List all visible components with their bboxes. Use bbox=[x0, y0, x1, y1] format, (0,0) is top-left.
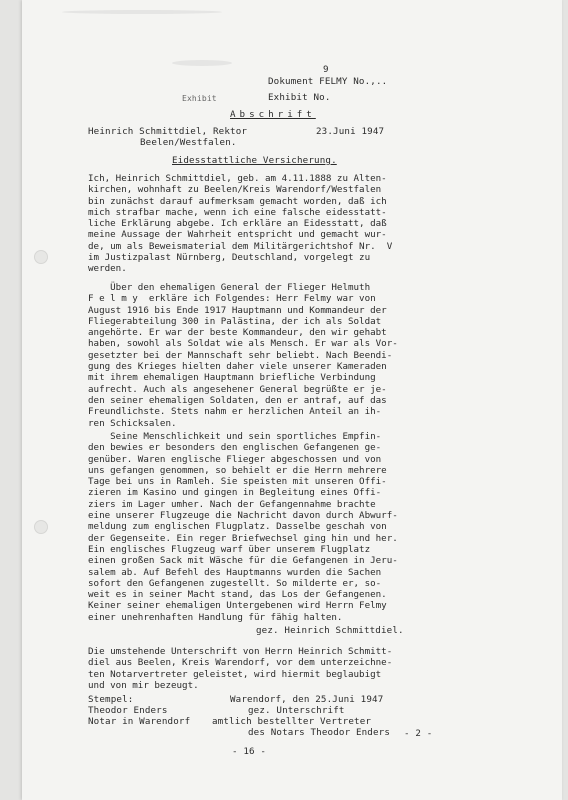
text-line: ren Schicksalen. bbox=[88, 417, 177, 429]
text-line: meldung zum englischen Flugplatz. Dasselbe geschah von bbox=[88, 521, 387, 533]
dokument-label: Dokument FELMY No.,.. bbox=[268, 76, 388, 87]
text-line: sofort den Gefangenen zugestellt. So milderte er, so- bbox=[88, 577, 382, 589]
text-line: Über den ehemaligen General der Flieger Helmuth bbox=[88, 282, 371, 293]
text-line: genüber. Waren englische Flieger abgeschossen und von bbox=[88, 453, 382, 465]
des-notars-line: des Notars Theodor Enders bbox=[248, 727, 391, 738]
page-marker: - 2 - bbox=[404, 728, 433, 739]
text-line: Ich, Heinrich Schmittdiel, geb. am 4.11.1888 zu Alten- bbox=[88, 173, 387, 184]
text-line: uns gefangen genommen, so behielt er die Herrn mehrere bbox=[88, 464, 387, 476]
text-line: kirchen, wohnhaft zu Beelen/Kreis Warendorf/Westfalen bbox=[88, 184, 382, 196]
text-line: mit ihrem ehemaligen Hauptmann briefliche Verbindung bbox=[88, 372, 376, 384]
exhibit-label: Exhibit No. bbox=[268, 92, 331, 103]
paragraph-1 bbox=[88, 173, 448, 275]
text-line: diel aus Beelen, Kreis Warendorf, vor dem unterzeichne- bbox=[88, 657, 393, 669]
text-line: werden. bbox=[88, 263, 127, 275]
text-line: Die umstehende Unterschrift von Herrn Heinrich Schmitt- bbox=[88, 646, 393, 657]
paragraph-3 bbox=[88, 431, 448, 623]
scan-smudge bbox=[172, 60, 232, 66]
text-line: eine unserer Flugzeuge die Nachricht davon durch Abwurf- bbox=[88, 510, 398, 522]
notary-name: Theodor Enders bbox=[88, 705, 168, 716]
text-line: und von mir bezeugt. bbox=[88, 679, 199, 691]
text-line: bin zunächst darauf aufmerksam gemacht worden, daß ich bbox=[88, 195, 387, 207]
stempel-label: Stempel: bbox=[88, 694, 134, 705]
text-line: haben, sowohl als Soldat wie als Mensch. Er war als Vor- bbox=[88, 338, 398, 350]
text-line: der Gegenseite. Ein reger Briefwechsel ging hin und her. bbox=[88, 532, 398, 544]
text-line: den seiner ehemaligen Soldaten, den er antraf, auf das bbox=[88, 394, 387, 406]
page-number: - 16 - bbox=[232, 746, 267, 757]
punch-hole bbox=[34, 520, 48, 534]
scan-smudge bbox=[62, 10, 222, 14]
text-line: Fliegerabteilung 300 in Palästina, der ich als Soldat bbox=[88, 315, 382, 327]
text-line: F e l m y erkläre ich Folgendes: Herr Felmy war von bbox=[88, 293, 376, 305]
author-location: Beelen/Westfalen. bbox=[140, 137, 237, 148]
paragraph-2 bbox=[88, 282, 448, 429]
abschrift-heading: Abschrift bbox=[230, 109, 316, 120]
author-date: 23.Juni 1947 bbox=[316, 126, 385, 137]
text-line: gung des Krieges hielten daher viele unserer Kameraden bbox=[88, 361, 387, 373]
place-date: Warendorf, den 25.Juni 1947 bbox=[230, 694, 384, 705]
text-line: gesetzter bei der Mannschaft sehr beliebt. Nach Beendi- bbox=[88, 349, 393, 361]
text-line: Keiner seiner ehemaligen Untergebenen wird Herrn Felmy bbox=[88, 600, 387, 612]
notary-paragraph bbox=[88, 646, 448, 691]
exhibit-left: Exhibit bbox=[182, 94, 217, 103]
signature: gez. Heinrich Schmittdiel. bbox=[256, 625, 404, 636]
text-line: angehörte. Er war der beste Kommandeur, den wir gehabt bbox=[88, 327, 387, 339]
text-line: den bewies er besonders den englischen Gefangenen ge- bbox=[88, 442, 382, 454]
text-line: weit es in seiner Macht stand, das Los der Gefangenen. bbox=[88, 589, 387, 601]
text-line: einer unehrenhaften Handlung für fähig halten. bbox=[88, 611, 343, 623]
text-line: mich strafbar mache, wenn ich eine falsche eidesstatt- bbox=[88, 206, 387, 218]
text-line: liche Erklärung abgebe. Ich erkläre an Eidesstatt, daß bbox=[88, 218, 387, 230]
text-line: salem ab. Auf Befehl des Hauptmanns wurden die Sachen bbox=[88, 566, 382, 578]
text-line: Tage bei uns in Ramleh. Sie speisten mit unseren Offi- bbox=[88, 476, 387, 488]
punch-hole bbox=[34, 250, 48, 264]
text-line: Seine Menschlichkeit und sein sportliches Empfin- bbox=[88, 431, 382, 442]
text-line: einen großen Sack mit Wäsche für die Gefangenen in Jeru- bbox=[88, 555, 398, 567]
author-line: Heinrich Schmittdiel, Rektor bbox=[88, 126, 248, 137]
text-line: Ein englisches Flugzeug warf über unserem Flugplatz bbox=[88, 543, 371, 555]
text-line: ten Notarvertreter geleistet, wird hiermit beglaubigt bbox=[88, 668, 382, 680]
gez-unterschrift: gez. Unterschrift bbox=[248, 705, 345, 716]
text-line: im Justizpalast Nürnberg, Deutschland, vorgelegt zu bbox=[88, 252, 371, 264]
text-line: de, um als Beweismaterial dem Militärgerichtshof Nr. V bbox=[88, 240, 393, 252]
text-line: zieren im Kasino und gingen in Begleitung eines Offi- bbox=[88, 487, 382, 499]
amtlich-line: amtlich bestellter Vertreter bbox=[212, 716, 372, 727]
text-line: August 1916 bis Ende 1917 Hauptmann und Kommandeur der bbox=[88, 304, 387, 316]
document-title: Eidesstattliche Versicherung. bbox=[172, 155, 337, 166]
text-line: meine Aussage der Wahrheit entspricht und gemacht wur- bbox=[88, 229, 387, 241]
page-no: 9 bbox=[323, 64, 329, 75]
notar-location: Notar in Warendorf bbox=[88, 716, 191, 727]
text-line: Freundlichste. Stets nahm er herzlichen Anteil an ih- bbox=[88, 406, 382, 418]
text-line: aufrecht. Auch als angesehener General begrüßte er je- bbox=[88, 383, 387, 395]
text-line: ziers im Lager umher. Nach der Gefangennahme brachte bbox=[88, 498, 376, 510]
